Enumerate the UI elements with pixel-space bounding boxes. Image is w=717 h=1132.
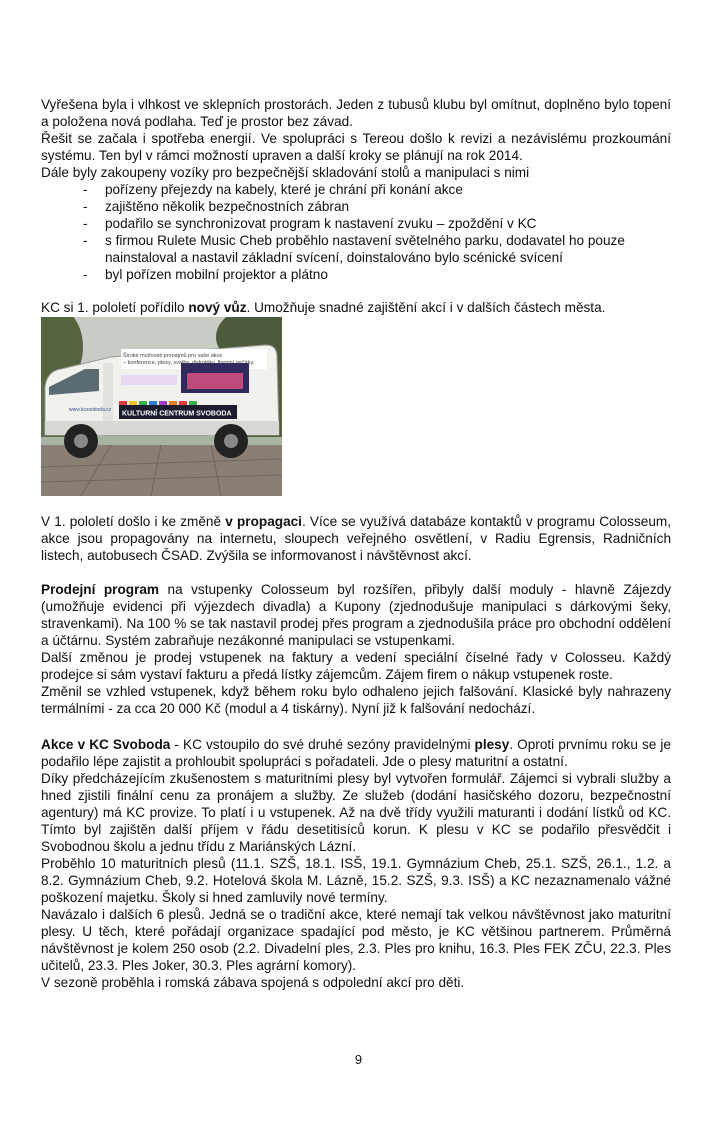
events-section <box>41 736 671 991</box>
paragraph-promo <box>41 513 671 564</box>
paragraph-balls <box>41 736 671 770</box>
van-illustration <box>41 317 282 496</box>
events-title: Akce v KC Svoboda <box>41 737 171 752</box>
page-number: 9 <box>354 1052 363 1067</box>
improvements-list <box>41 181 671 283</box>
promo-text-bold: v propagaci <box>225 514 302 529</box>
intro-section <box>41 96 671 283</box>
events-text-bold: plesy <box>474 737 510 752</box>
van-web: www.kcsvoboda.cz <box>69 407 112 413</box>
paragraph-energy: Řešit se začala i spotřeba energií. Ve spolupráci s Tereou došlo k revizi a nezávislému prozkoumání systému. Ten byl v rámci možností upraven a další kroky se plánují na rok 2014. <box>41 131 671 163</box>
list-item: - zajištěno několik bezpečnostních zábran <box>83 198 671 215</box>
van-ad-text-2: – konference, plesy, svatby, diskotéky, firemní večírky. <box>123 360 255 366</box>
paragraph-tickets: Změnil se vzhled vstupenek, když během roku bylo odhaleno jejich falšování. Klasické byly nahrazeny termálními - za cca 20 000 Kč (modul a 4 tiskárny). Nyní již k falšování nedochází. <box>41 684 671 716</box>
promo-text-pre: V 1. pololetí došlo i ke změně <box>41 514 226 529</box>
paragraph-invoices: Další změnou je prodej vstupenek na faktury a vedení speciální číselné řady v Colosseu. Každý prodejce si sám vystaví fakturu a předá lístky zájemcům. Zájem firem o nákup vstupenek roste. <box>41 650 671 682</box>
list-item: - podařilo se synchronizovat program k nastavení zvuku – zpoždění v KC <box>83 215 671 232</box>
sales-section <box>41 581 671 717</box>
list-item: - s firmou Rulete Music Cheb proběhlo nastavení světelného parku, dodavatel ho pouze nainstaloval a nastavil základní svícení, doinstalováno bylo scénické svícení <box>83 232 671 266</box>
paragraph-humidity: Vyřešena byla i vlhkost ve sklepních prostorách. Jeden z tubusů klubu byl omítnut, doplněno bylo topení a položena nová podlaha. Teď je prostor bez závad. <box>41 97 671 129</box>
events-text-post: . Oproti prvnímu roku se je podařilo lépe zajistit a prohloubit spolupráci s pořadateli. Jde o plesy maturitní a ostatní. <box>41 737 671 769</box>
paragraph-car <box>41 299 671 316</box>
car-section <box>41 299 671 316</box>
car-text-bold: nový vůz <box>188 300 247 315</box>
sales-text: na vstupenky Colosseum byl rozšířen, přibyly další moduly - hlavně Zájezdy (umožňuje evidenci při výjezdech divadla) a Kupony (zjednodušuje manipulaci s dárkovými šeky, stravenkami). Na 100 % se tak nastavil prodej přes program a zjednodušila práce pro obchodní oddělení a účtárnu. Systém zabraňuje nezákonné manipulaci se vstupenkami. <box>41 582 672 648</box>
sales-text-bold: Prodejní program <box>41 582 160 597</box>
promo-section <box>41 513 671 564</box>
van-photo <box>41 317 282 496</box>
van-ad-text: Široké možnosti pronájmů pro vaše akce <box>123 353 223 359</box>
paragraph-form: Díky předcházejícím zkušenostem s maturitními plesy byl vytvořen formulář. Zájemci si vybrali služby a hned zjistili finální cenu za pronájem a služby. Ze služeb (dodání hasičského dozoru, bezpečnostní agentury) má KC provize. To platí i u vstupenek. Až na dvě třídy využili maturanti i dodání lístků od KC. Tímto byl zajištěn další příjem v řádu desetitisíců korun. K plesu v KC se podařilo přesvědčit i Svobodnou školu a jednu třídu z Mariánských Lázní. <box>41 771 671 854</box>
list-item: - pořízeny přejezdy na kabely, které je chrání při konání akce <box>83 181 671 198</box>
paragraph-sales <box>41 581 671 649</box>
events-text-mid: - KC vstoupilo do své druhé sezóny pravidelnými <box>170 737 475 752</box>
paragraph-carts: Dále byly zakoupeny vozíky pro bezpečnější skladování stolů a manipulaci s nimi <box>41 165 530 180</box>
paragraph-other-balls: Navázalo i dalších 6 plesů. Jedná se o tradiční akce, které nemají tak velkou návštěvnost jako maturitní plesy. U těch, které pořádají organizace spadající pod město, je KC většinou partnerem. Průměrná návštěvnost je kolem 250 osob (2.2. Divadelní ples, 2.3. Ples pro knihu, 16.3. Ples FEK ZČU, 22.3. Ples učitelů, 23.3. Ples Joker, 30.3. Ples agrární komory). <box>41 907 671 973</box>
paragraph-roma: V sezoně proběhla i romská zábava spojená s odpolední akcí pro děti. <box>41 975 465 990</box>
car-text-post: . Umožňuje snadné zajištění akcí i v dalších částech města. <box>246 300 606 315</box>
promo-text-post: . Více se využívá databáze kontaktů v programu Colosseum, akce jsou propagovány na internetu, sloupech veřejného osvětlení, v Radiu Egrensis, Radničních listech, autobusech ČSAD. Zvýšila se informovanost i návštěvnost akcí. <box>41 514 671 563</box>
car-text-pre: KC si 1. pololetí pořídilo <box>41 300 189 315</box>
list-item: - byl pořízen mobilní projektor a plátno <box>83 266 671 283</box>
van-brand: KULTURNÍ CENTRUM SVOBODA <box>122 410 232 418</box>
paragraph-graduation-balls: Proběhlo 10 maturitních plesů (11.1. SZŠ, 18.1. ISŠ, 19.1. Gymnázium Cheb, 25.1. SZŠ, 26.1., 1.2. a 8.2. Gymnázium Cheb, 9.2. Hotelová škola M. Lázně, 15.2. SZŠ, 9.3. ISŠ) a KC nezaznamenalo vážné poškození majetku. Školy si hned zamluvily nové termíny. <box>41 856 671 905</box>
